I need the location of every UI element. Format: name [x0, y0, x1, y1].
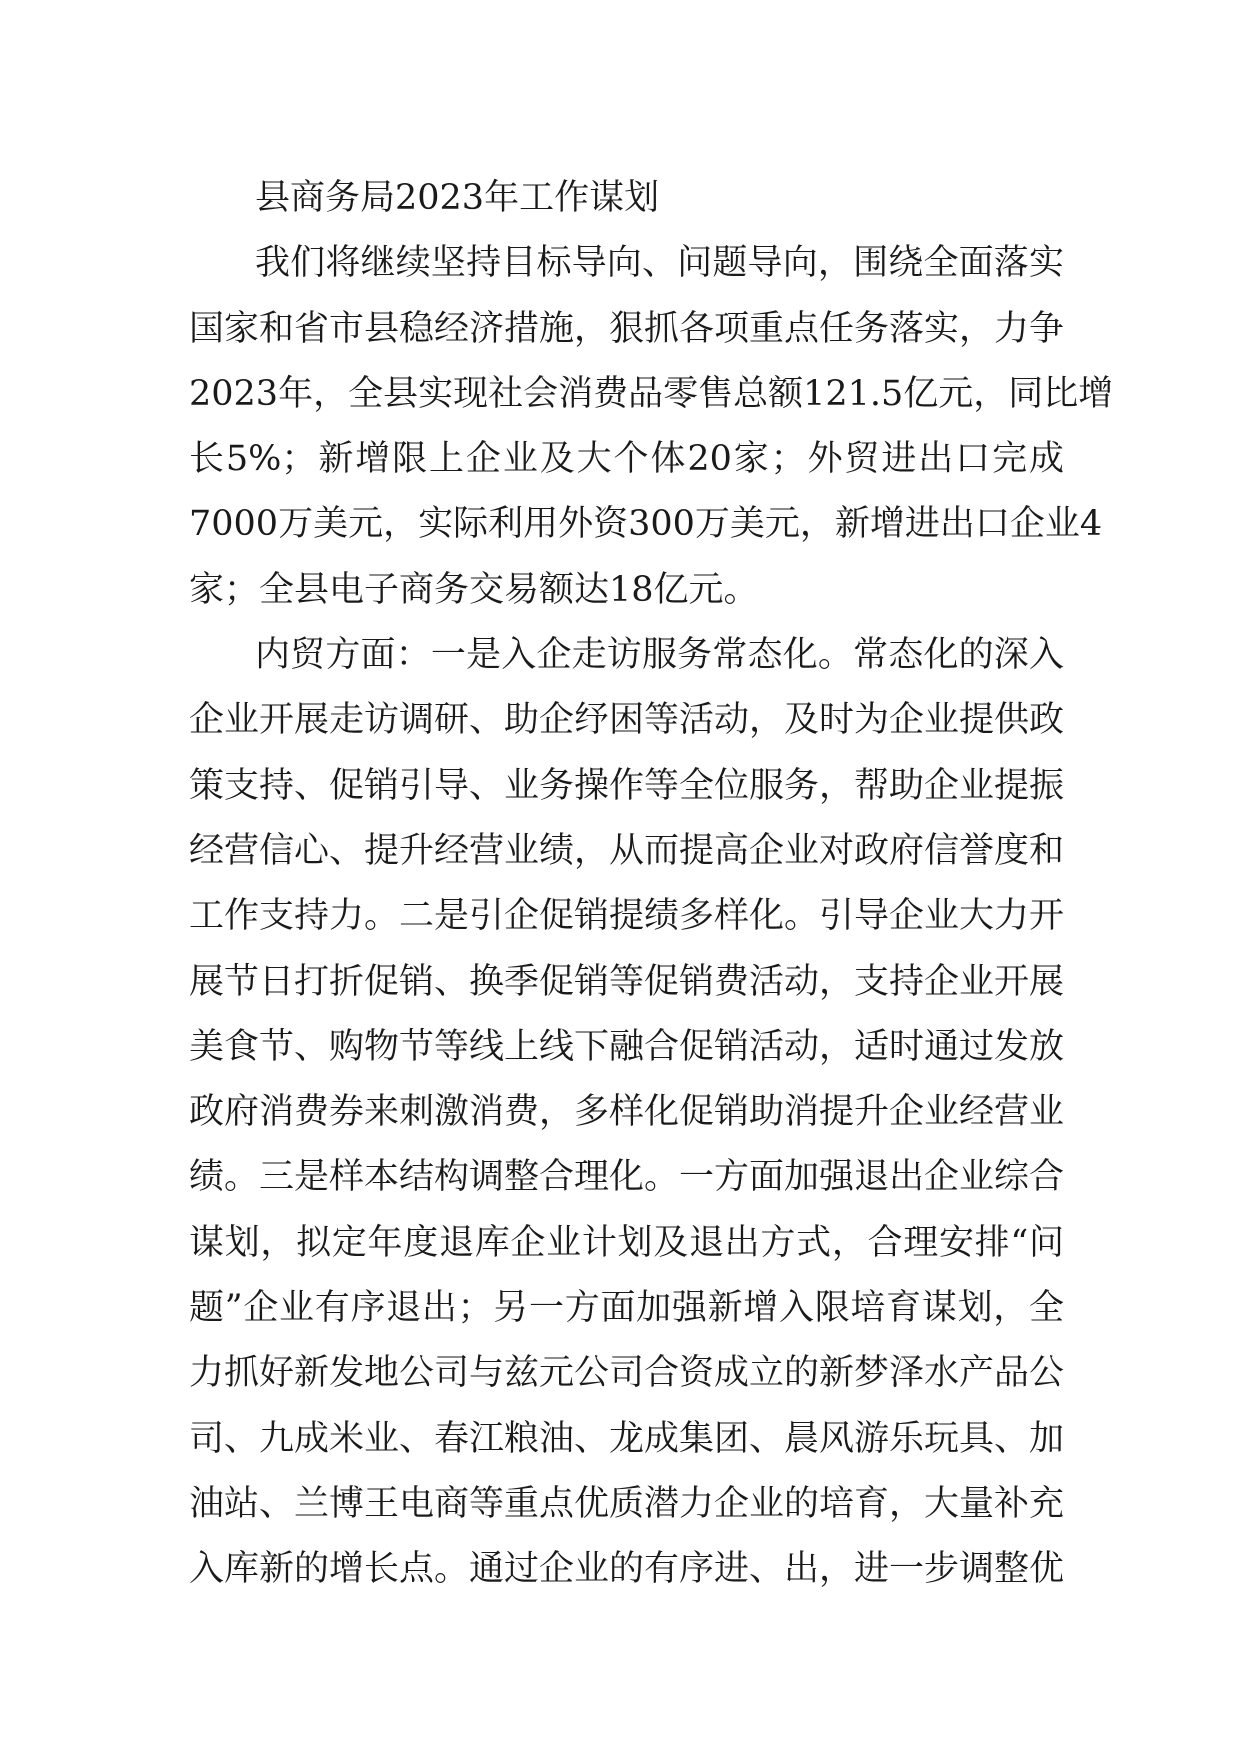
- paragraph-line: 企业开展走访调研、助企纾困等活动，及时为企业提供政: [189, 700, 1065, 741]
- paragraph-line: 绩。三是样本结构调整合理化。一方面加强退出企业综合: [189, 1157, 1065, 1198]
- paragraph-line: 油站、兰博王电商等重点优质潜力企业的培育，大量补充: [189, 1483, 1065, 1524]
- paragraph-line: 长5%；新增限上企业及大个体20家；外贸进出口完成: [189, 439, 1064, 480]
- paragraph-line: 2023年，全县实现社会消费品零售总额121.5亿元，同比增: [189, 373, 1114, 414]
- paragraph-line: 谋划，拟定年度退库企业计划及退出方式，合理安排“问: [189, 1222, 1064, 1263]
- paragraph-line: 7000万美元，实际利用外资300万美元，新增进出口企业4: [189, 504, 1103, 545]
- paragraph-line: 策支持、促销引导、业务操作等全位服务，帮助企业提振: [189, 765, 1065, 806]
- paragraph-line: 工作支持力。二是引企促销提绩多样化。引导企业大力开: [189, 896, 1065, 937]
- paragraph-line: 展节日打折促销、换季促销等促销费活动，支持企业开展: [189, 961, 1065, 1002]
- paragraph-line: 家；全县电子商务交易额达18亿元。: [189, 569, 759, 610]
- paragraph-line: 力抓好新发地公司与兹元公司合资成立的新梦泽水产品公: [189, 1353, 1065, 1394]
- paragraph-line: 国家和省市县稳经济措施，狠抓各项重点任务落实，力争: [189, 308, 1065, 349]
- paragraph-targets: [189, 231, 1114, 623]
- paragraph-domestic-trade: [189, 623, 1064, 1602]
- paragraph-line: 题”企业有序退出；另一方面加强新增入限培育谋划，全: [189, 1288, 1064, 1329]
- paragraph-line: 经营信心、提升经营业绩，从而提高企业对政府信誉度和: [189, 830, 1065, 871]
- paragraph-line: 我们将继续坚持目标导向、问题导向，围绕全面落实: [255, 243, 1064, 284]
- paragraph-line: 政府消费券来刺激消费，多样化促销助消提升企业经营业: [189, 1092, 1065, 1133]
- paragraph-line: 入库新的增长点。通过企业的有序进、出，进一步调整优: [189, 1549, 1065, 1590]
- document-body: [189, 166, 1114, 1603]
- paragraph-line: 美食节、购物节等线上线下融合促销活动，适时通过发放: [189, 1026, 1065, 1067]
- document-title: 县商务局2023年工作谋划: [255, 178, 660, 218]
- paragraph-line: 司、九成米业、春江粮油、龙成集团、晨风游乐玩具、加: [189, 1418, 1065, 1459]
- paragraph-line: 内贸方面：一是入企走访服务常态化。常态化的深入: [255, 635, 1064, 676]
